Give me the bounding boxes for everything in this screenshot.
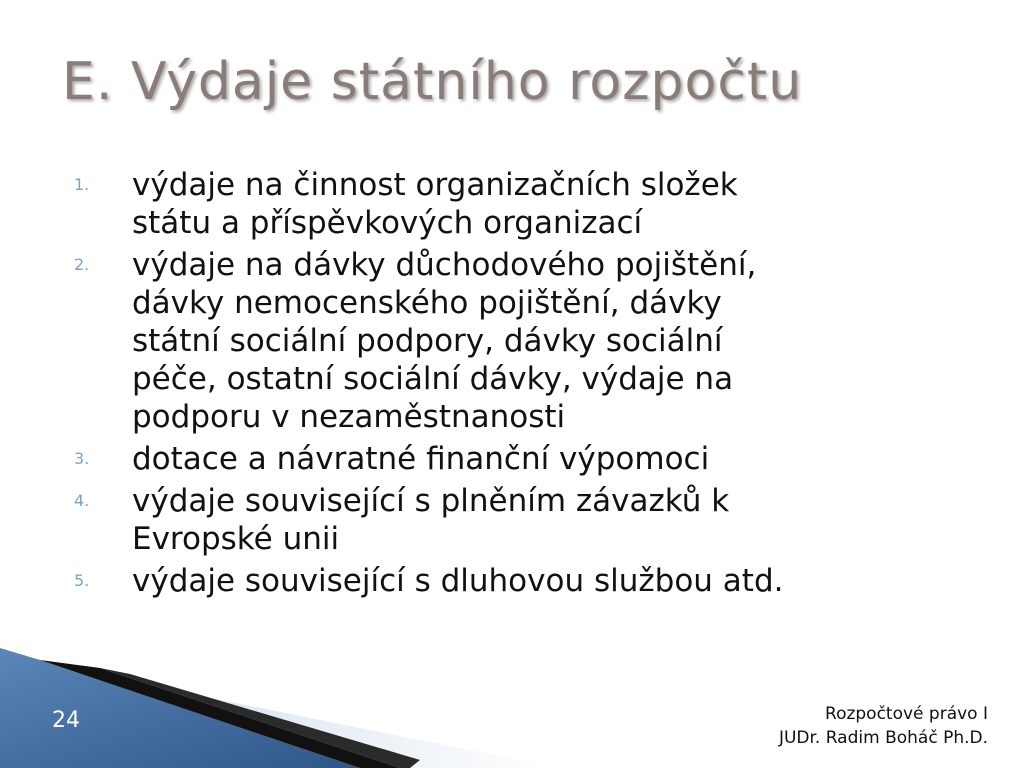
footer-course-name: Rozpočtové právo I: [825, 704, 988, 724]
list-item-number: 4.: [74, 491, 90, 510]
list-item-text: výdaje na činnost organizačních složek státu a příspěvkových organizací: [132, 167, 738, 241]
expense-list: [74, 166, 954, 604]
footer-credits: [779, 702, 988, 750]
list-item-text: výdaje na dávky důchodového pojištění, dávky nemocenského pojištění, dávky státní sociální podpory, dávky sociální péče, ostatní sociální dávky, výdaje na podporu v nezaměstnanosti: [132, 247, 757, 435]
slide-title: E. Výdaje státního rozpočtu: [62, 52, 803, 112]
list-item: [74, 482, 954, 558]
list-item-number: 5.: [74, 571, 90, 590]
list-item-text: výdaje související s dluhovou službou atd.: [132, 563, 784, 599]
list-item: [74, 440, 954, 478]
list-item: [74, 246, 954, 436]
list-item: [74, 562, 954, 600]
list-item-number: 1.: [74, 175, 90, 194]
list-item: [74, 166, 954, 242]
list-item-number: 3.: [74, 449, 90, 468]
list-item-number: 2.: [74, 255, 90, 274]
list-item-text: dotace a návratné finanční výpomoci: [132, 441, 710, 477]
list-item-text: výdaje související s plněním závazků k Evropské unii: [132, 483, 730, 557]
footer-author: JUDr. Radim Boháč Ph.D.: [778, 728, 988, 748]
page-number: 24: [52, 708, 80, 733]
